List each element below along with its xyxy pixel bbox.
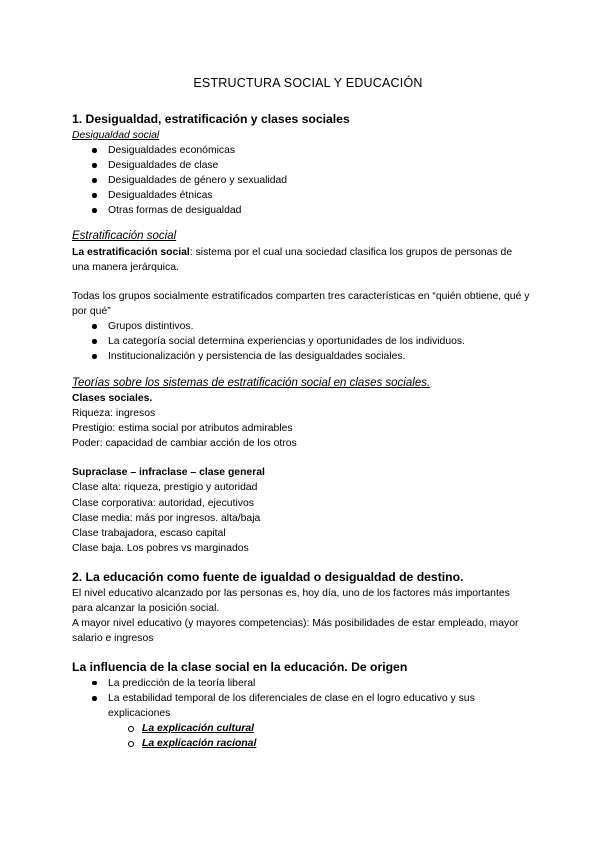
list-item: La predicción de la teoría liberal [92, 676, 532, 691]
influencia-list [72, 676, 532, 751]
clases-line: Riqueza: ingresos [72, 408, 156, 420]
definition-text: : sistema por el cual una sociedad clasifica los grupos de personas de una manera jerárquica. [72, 246, 513, 274]
section-2-heading: 2. La educación como fuente de igualdad o desigualdad de destino. [72, 569, 464, 584]
document-body [72, 74, 532, 751]
teorias-heading: Teorías sobre los sistemas de estratificación social en clases sociales. [72, 376, 431, 389]
section-2-paragraph-1: El nivel educativo alcanzado por las personas es, hoy día, uno de los factores más importantes para alcanzar la posición social. [72, 587, 510, 614]
document-title: ESTRUCTURA SOCIAL Y EDUCACIÓN [193, 76, 423, 90]
list-item: Otras formas de desigualdad [92, 203, 532, 218]
sublist-item: La explicación racional [128, 736, 532, 751]
definition-term: La estratificación social [72, 246, 190, 258]
supraclase-line: Clase baja. Los pobres vs marginados [72, 542, 249, 554]
influencia-heading: La influencia de la clase social en la educación. De origen [72, 659, 408, 674]
list-item: Institucionalización y persistencia de las desigualdades sociales. [92, 349, 532, 364]
list-item: Grupos distintivos. [92, 319, 532, 334]
section-2-paragraph-2: A mayor nivel educativo (y mayores competencias): Más posibilidades de estar empleado, mayor salario e ingresos [72, 617, 519, 644]
list-item: Desigualdades étnicas [92, 188, 532, 203]
list-item: Desigualdades de género y sexualidad [92, 173, 532, 188]
list-item: La categoría social determina experiencias y oportunidades de los individuos. [92, 334, 532, 349]
supraclase-title: Supraclase – infraclase – clase general [72, 467, 265, 479]
supraclase-line: Clase media: más por ingresos. alta/baja [72, 512, 261, 524]
explicaciones-sublist [108, 721, 532, 751]
section-1-heading: 1. Desigualdad, estratificación y clases sociales [72, 112, 350, 127]
list-item [92, 691, 532, 751]
supraclase-line: Clase trabajadora, escaso capital [72, 527, 226, 539]
desigualdad-list [72, 143, 532, 218]
clases-sociales-title: Clases sociales. [72, 393, 153, 405]
clases-line: Prestigio: estima social por atributos admirables [72, 423, 293, 435]
sublist-item: La explicación cultural [128, 721, 532, 736]
estratificacion-intro: Todas los grupos socialmente estratificados comparten tres características en “quién obtiene, qué y por qué” [72, 291, 530, 318]
list-item-text: La estabilidad temporal de los diferenciales de clase en el logro educativo y sus explicaciones [108, 692, 475, 719]
clases-line: Poder: capacidad de cambiar acción de los otros [72, 438, 297, 450]
supraclase-line: Clase alta: riqueza, prestigio y autoridad [72, 482, 258, 494]
list-item: Desigualdades de clase [92, 158, 532, 173]
caracteristicas-list [72, 319, 532, 364]
supraclase-line: Clase corporativa: autoridad, ejecutivos [72, 497, 254, 509]
estratificacion-definition [72, 245, 532, 275]
estratificacion-heading: Estratificación social [72, 230, 177, 243]
desigualdad-social-subheading: Desigualdad social [72, 129, 160, 141]
list-item: Desigualdades económicas [92, 143, 532, 158]
